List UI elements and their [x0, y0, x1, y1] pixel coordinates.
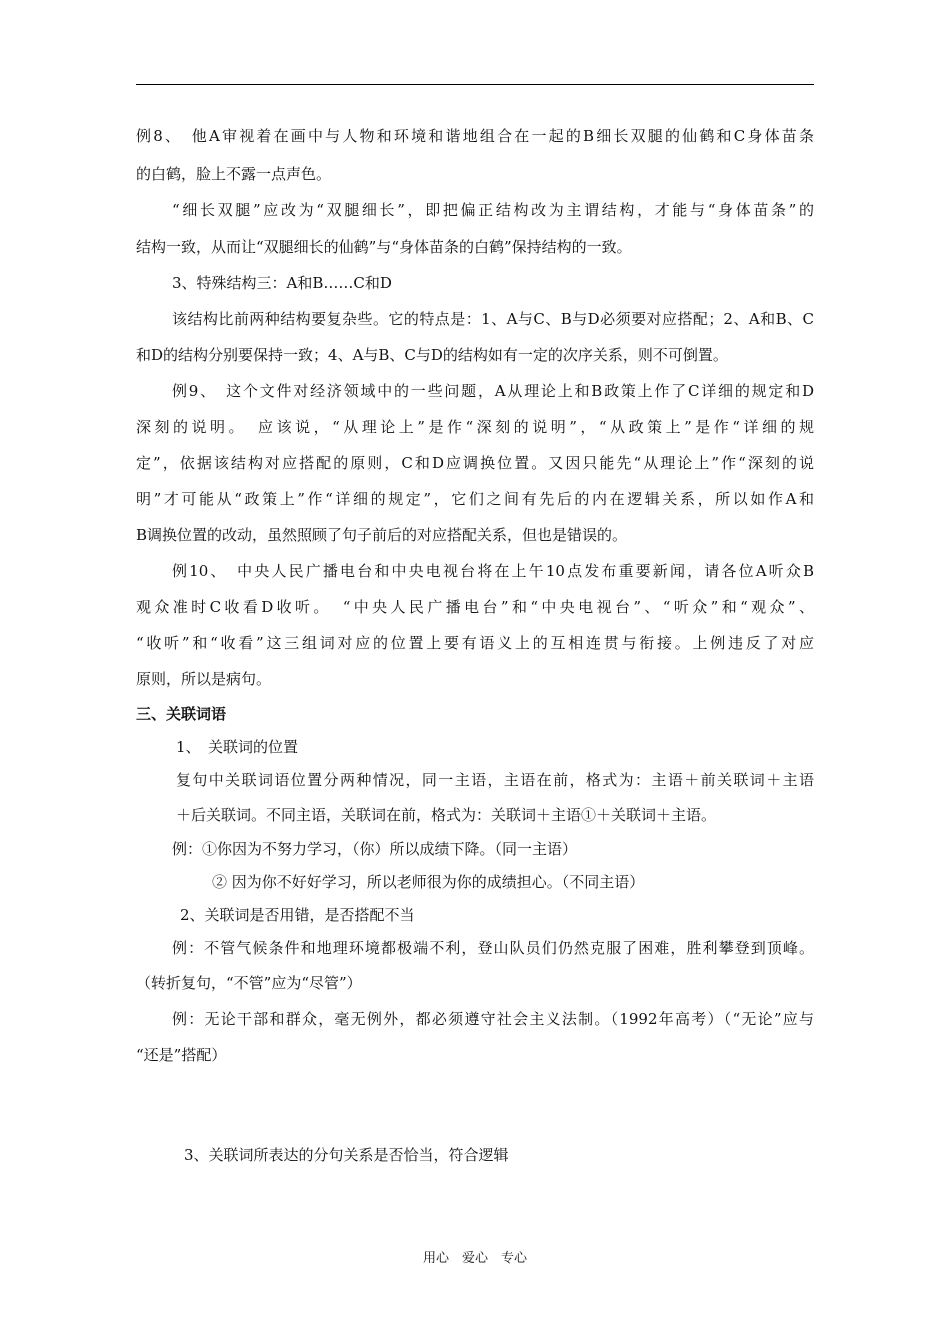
text-line: 该结构比前两种结构要复杂些。它的特点是：1、A与C、B与D必须要对应搭配；2、A和B、C [172, 310, 814, 328]
example-line: ② 因为你不好好学习，所以老师很为你的成绩担心。（不同主语） [212, 873, 645, 891]
text-line: 例9、 这个文件对经济领域中的一些问题，A从理论上和B政策上作了C详细的规定和D [172, 382, 814, 400]
section-heading: 3、特殊结构三：A和B……C和D [172, 274, 392, 292]
text-line: “细长双腿”应改为“双腿细长”，即把偏正结构改为主谓结构，才能与“身体苗条”的 [172, 201, 814, 219]
section-heading: 三、关联词语 [136, 705, 227, 723]
text-line: 深刻的说明。 应该说，“从理论上”是作“深刻的说明”，“从政策上”是作“详细的规 [136, 418, 814, 436]
subsection-heading: 1、 关联词的位置 [176, 738, 299, 756]
text-line: 明”才可能从“政策上”作“详细的规定”，它们之间有先后的内在逻辑关系，所以如作A和 [136, 490, 814, 508]
subsection-heading: 2、关联词是否用错，是否搭配不当 [180, 906, 415, 924]
text-line: 观众准时C收看D收听。 “中央人民广播电台”和“中央电视台”、“听众”和“观众”、 [136, 598, 814, 616]
text-line: 和D的结构分别要保持一致；4、A与B、C与D的结构如有一定的次序关系，则不可倒置。 [136, 346, 728, 364]
text-line: 例8、 他A审视着在画中与人物和环境和谐地组合在一起的B细长双腿的仙鹤和C身体苗条 [136, 127, 814, 145]
text-line: ＋后关联词。不同主语，关联词在前，格式为：关联词＋主语①＋关联词＋主语。 [176, 806, 717, 824]
text-line: B调换位置的改动，虽然照顾了句子前后的对应搭配关系，但也是错误的。 [136, 526, 628, 544]
text-line: 结构一致，从而让“双腿细长的仙鹤”与“身体苗条的白鹤”保持结构的一致。 [136, 238, 632, 256]
text-line: 的白鹤，脸上不露一点声色。 [136, 165, 332, 183]
text-line: 复句中关联词语位置分两种情况，同一主语，主语在前，格式为：主语＋前关联词＋主语 [176, 771, 814, 789]
text-line: （转折复句，“不管”应为“尽管”） [136, 974, 362, 992]
text-line: 例10、 中央人民广播电台和中央电视台将在上午10点发布重要新闻，请各位A听众B [172, 562, 814, 580]
example-line: 例：不管气候条件和地理环境都极端不利，登山队员们仍然克服了困难，胜利攀登到顶峰。 [172, 939, 814, 957]
text-line: 原则，所以是病句。 [136, 670, 272, 688]
text-line: 定”，依据该结构对应搭配的原则，C和D应调换位置。又因只能先“从理论上”作“深刻的说 [136, 454, 814, 472]
text-line: “还是”搭配） [136, 1046, 227, 1064]
header-rule [136, 84, 814, 85]
example-line: 例：无论干部和群众，毫无例外，都必须遵守社会主义法制。（1992年高考）（“无论”应与 [172, 1010, 814, 1028]
subsection-heading: 3、关联词所表达的分句关系是否恰当，符合逻辑 [184, 1146, 509, 1164]
page-footer: 用心 爱心 专心 [422, 1251, 527, 1266]
text-line: “收听”和“收看”这三组词对应的位置上要有语义上的互相连贯与衔接。上例违反了对应 [136, 634, 814, 652]
example-line: 例：①你因为不努力学习，（你）所以成绩下降。（同一主语） [172, 840, 578, 858]
